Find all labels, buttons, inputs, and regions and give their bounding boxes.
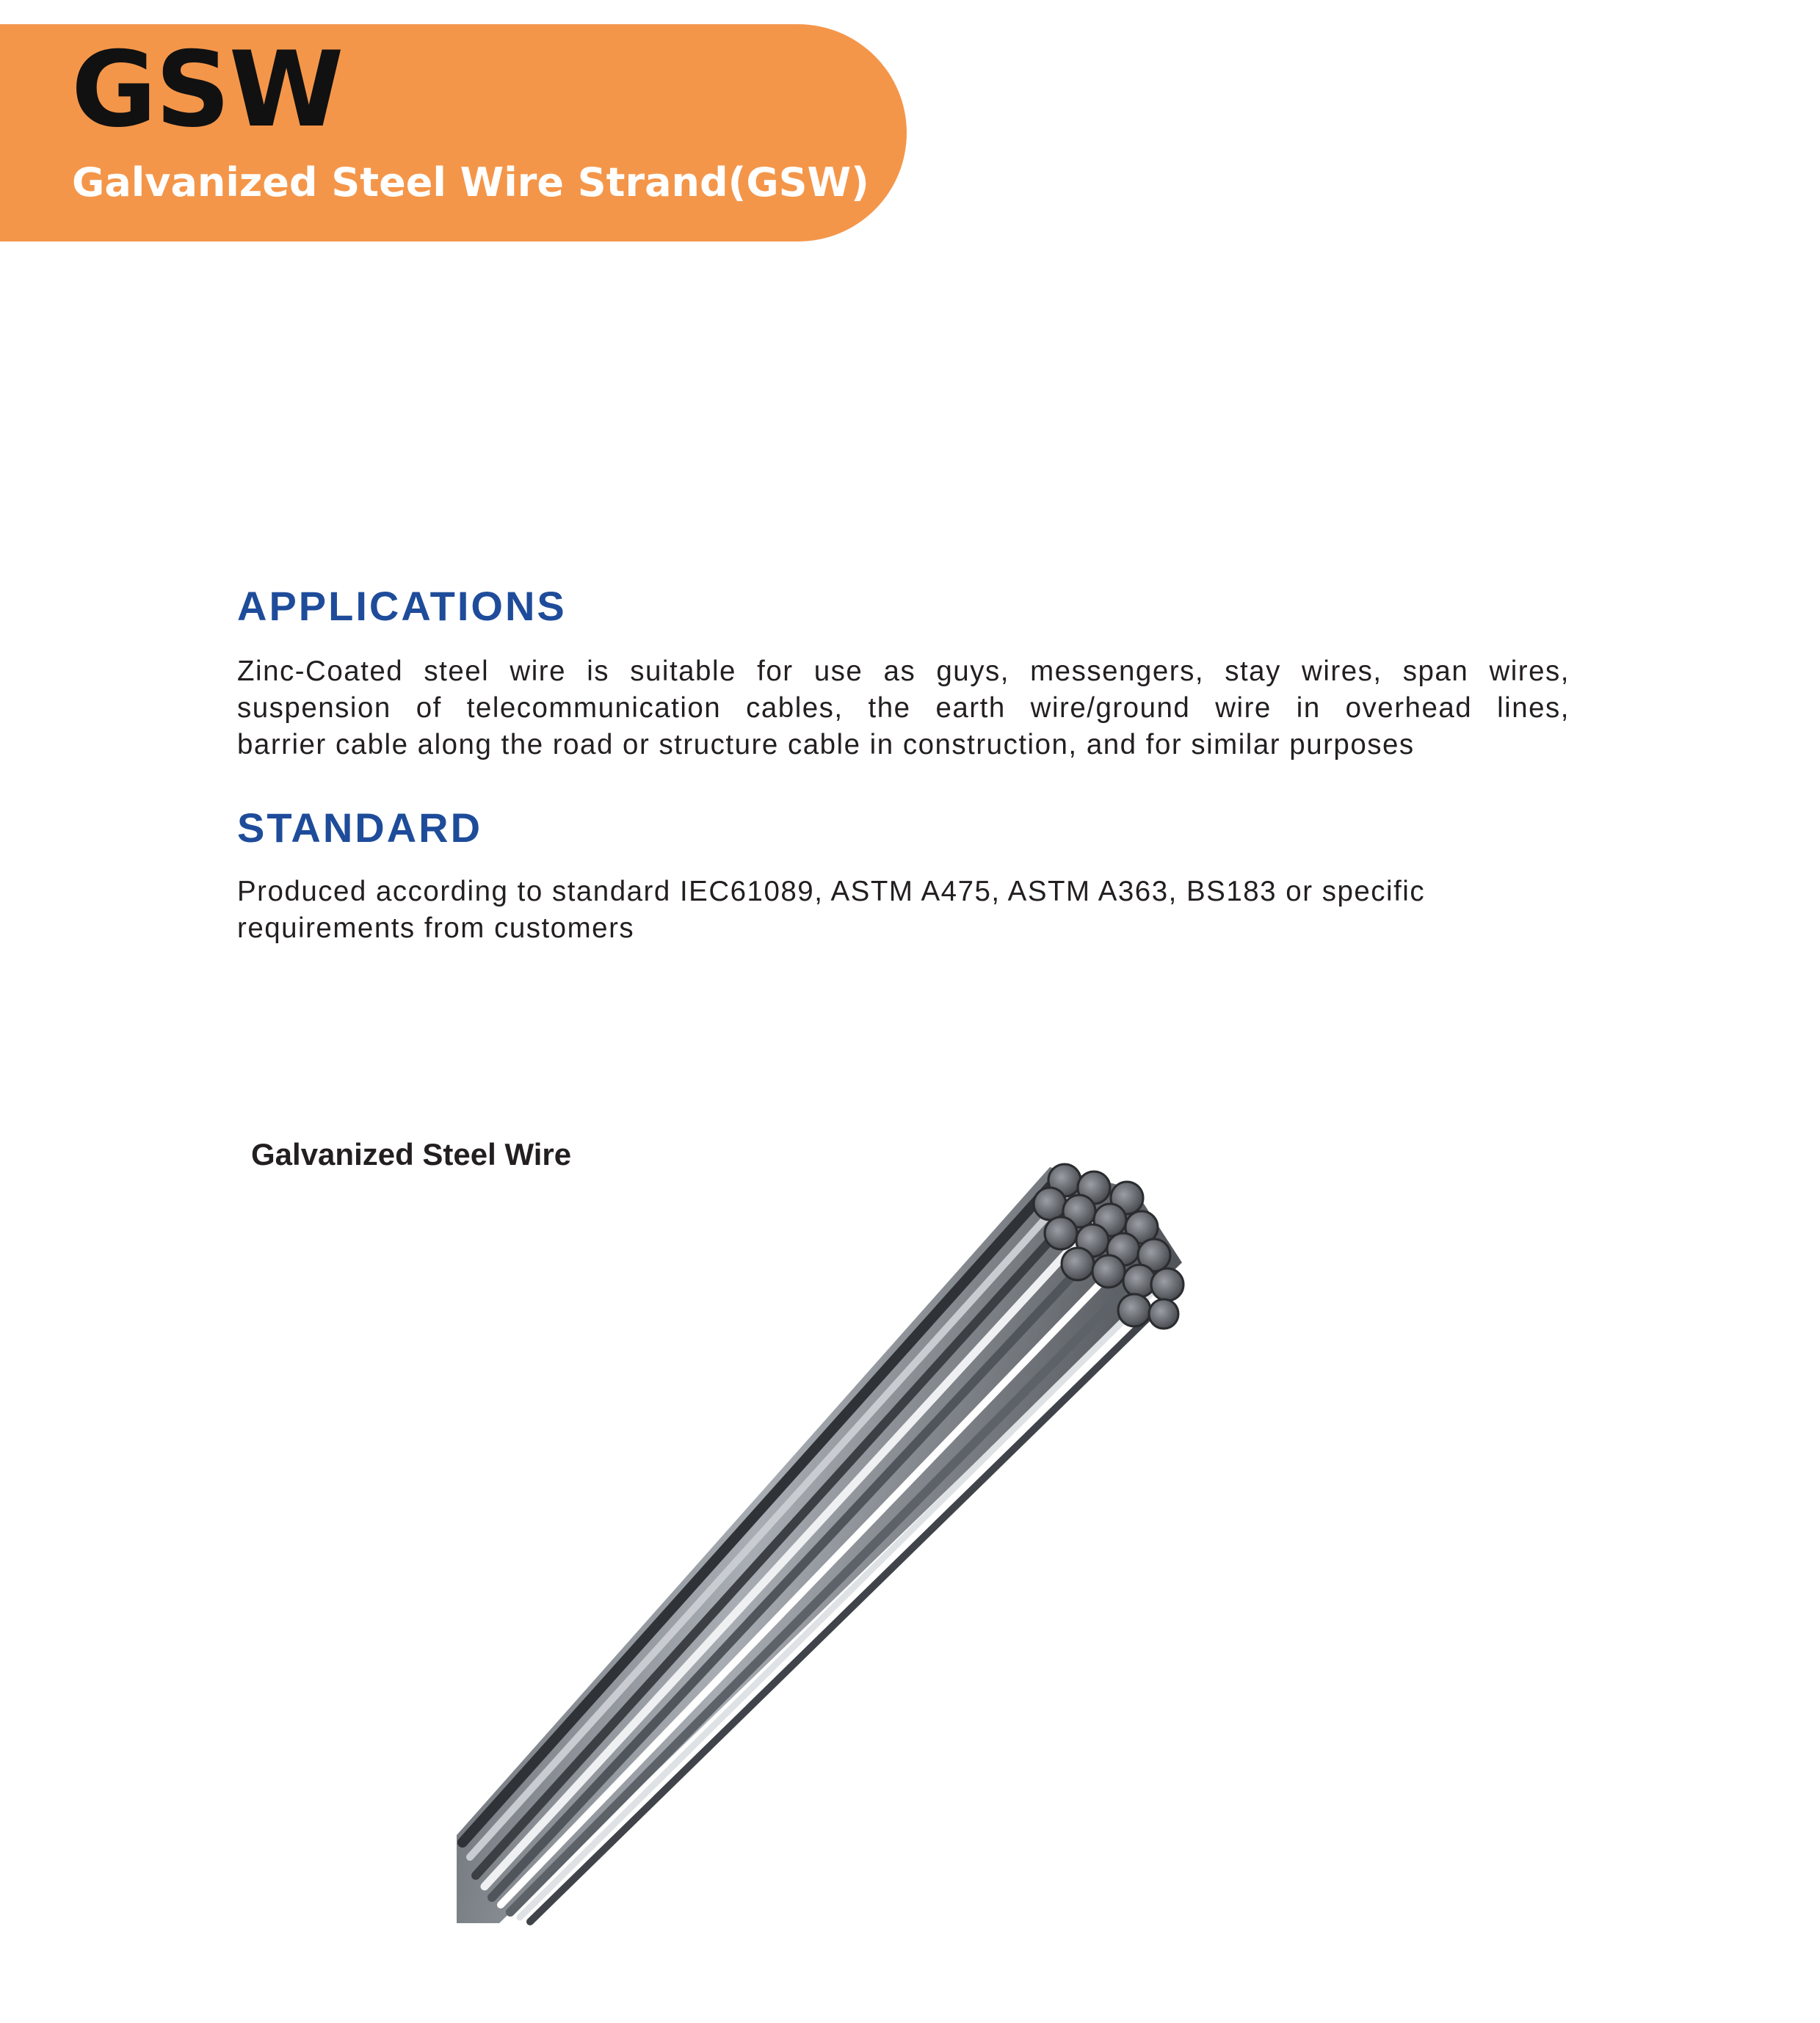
applications-line-1: Zinc-Coated steel wire is suitable for use as guys, messengers, stay wires, span wires,: [237, 655, 1570, 687]
standard-heading: STANDARD: [237, 805, 483, 851]
product-subtitle: Galvanized Steel Wire Strand(GSW): [72, 159, 869, 206]
steel-wire-strand-image: [441, 1160, 1219, 1975]
applications-line-2: suspension of telecommunication cables, the earth wire/ground wire in overhead lines,: [237, 692, 1570, 724]
figure-caption: Galvanized Steel Wire: [251, 1137, 572, 1172]
applications-heading: APPLICATIONS: [237, 583, 567, 629]
applications-text: [237, 653, 1570, 763]
standard-line-1: Produced according to standard IEC61089, ASTM A475, ASTM A363, BS183 or specific: [237, 876, 1426, 907]
product-code-title: GSW: [71, 29, 343, 150]
applications-line-3: barrier cable along the road or structure cable in construction, and for similar purposes: [237, 729, 1415, 760]
standard-line-2: requirements from customers: [237, 912, 635, 944]
standard-text: [237, 874, 1570, 947]
